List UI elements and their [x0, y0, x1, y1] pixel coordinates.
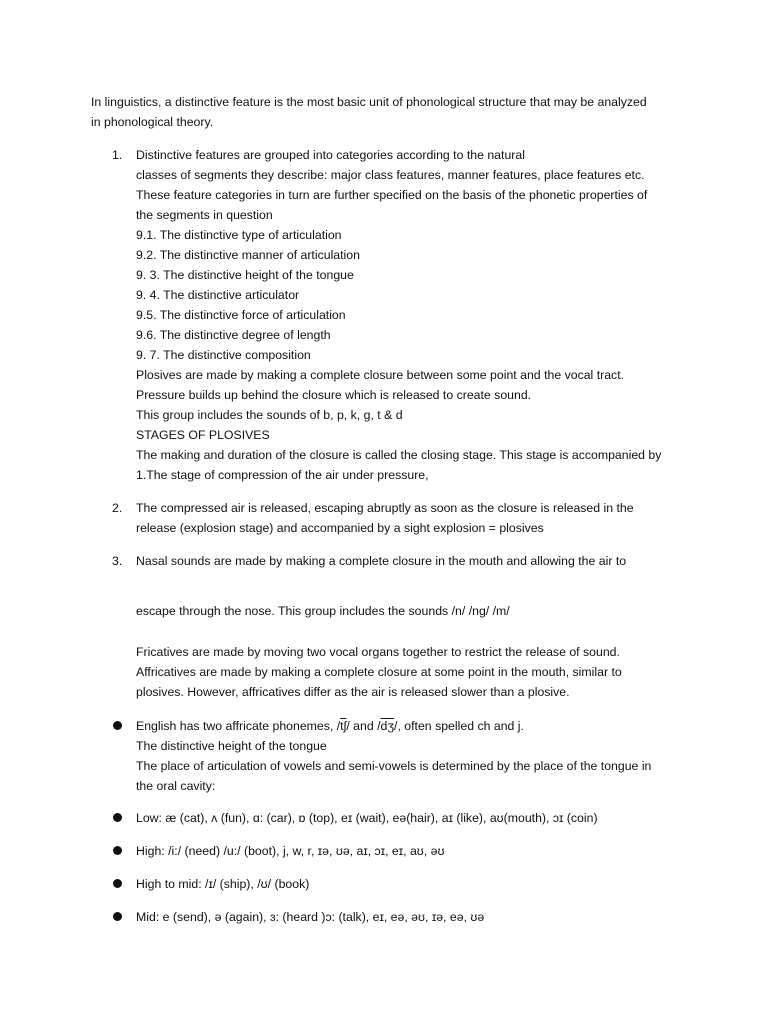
list-item-text: escape through the nose. This group includes the sounds /n/ /ng/ /m/ [136, 604, 510, 618]
vowel-list-item: Mid: e (send), ə (again), ɜ: (heard )ɔ: (talk), eɪ, eə, əʊ, ɪə, eə, ʊə [136, 910, 485, 924]
bullet-icon [113, 912, 122, 921]
list-item-text: Pressure builds up behind the closure which is released to create sound. [136, 388, 532, 402]
list-item-text: This group includes the sounds of b, p, k, g, t & d [136, 408, 403, 422]
affricatives-line: Affricatives are made by making a complete closure at some point in the mouth, similar to [136, 665, 622, 679]
sub-item: 9.2. The distinctive manner of articulation [136, 248, 360, 262]
affricate-symbol-j: $\overline{dʒ}$ [380, 719, 395, 733]
list-item-text: release (explosion stage) and accompanied by a sight explosion = plosives [136, 521, 544, 535]
list-number: 2. [112, 501, 123, 515]
sub-item: 9. 4. The distinctive articulator [136, 288, 300, 302]
list-item-text: The making and duration of the closure is called the closing stage. This stage is accompanied by [136, 448, 662, 462]
sub-item: 9. 7. The distinctive composition [136, 348, 311, 362]
list-number: 1. [112, 148, 123, 162]
bullet-icon [113, 846, 122, 855]
list-item-text: These feature categories in turn are further specified on the basis of the phonetic properties of [136, 188, 648, 202]
list-number: 3. [112, 554, 123, 568]
vowel-list-item: Low: æ (cat), ʌ (fun), ɑ: (car), ɒ (top), eɪ (wait), eə(hair), aɪ (like), aʊ(mouth), ɔɪ (coin) [136, 811, 598, 825]
vowel-list-item: High: /i:/ (need) /u:/ (boot), j, w, r, ɪə, ʊə, aɪ, ɔɪ, eɪ, aʊ, əʊ [136, 844, 445, 858]
fricatives-line [136, 642, 620, 662]
affricatives-line: plosives. However, affricatives differ as the air is released slower than a plosive. [136, 685, 570, 699]
bullet-icon [113, 721, 122, 730]
intro-line: in phonological theory. [91, 115, 214, 129]
section-heading: STAGES OF PLOSIVES [136, 428, 270, 442]
sub-item: 9. 3. The distinctive height of the tongue [136, 268, 354, 282]
fricatives-term: Fricatives [136, 645, 189, 659]
list-item-text: The compressed air is released, escaping abruptly as soon as the closure is released in the [136, 501, 634, 515]
sub-item: 9.1. The distinctive type of articulation [136, 228, 342, 242]
intro-line: In linguistics, a distinctive feature is the most basic unit of phonological structure that may be analyzed [91, 95, 647, 109]
bullet-icon [113, 813, 122, 822]
list-item-text: Distinctive features are grouped into categories according to the natural [136, 148, 525, 162]
vowel-list-item: High to mid: /ɪ/ (ship), /ʊ/ (book) [136, 877, 310, 891]
tongue-text: The place of articulation of vowels and semi-vowels is determined by the place of the tongue in [136, 759, 652, 773]
bullet-icon [113, 879, 122, 888]
list-item-text: 1.The stage of compression of the air under pressure, [136, 468, 429, 482]
fricatives-definition: are made by moving two vocal organs together to restrict the release of sound. [188, 645, 620, 659]
sub-item: 9.5. The distinctive force of articulation [136, 308, 346, 322]
affricate-symbol-ch: $\overline{tʃ}$ [340, 719, 347, 733]
list-item-text: Plosives are made by making a complete closure between some point and the vocal tract. [136, 368, 625, 382]
affricate-suffix: /, often spelled ch and j. [394, 719, 524, 733]
tongue-text: the oral cavity: [136, 779, 216, 793]
list-item-text: Nasal sounds are made by making a complete closure in the mouth and allowing the air to [136, 554, 627, 568]
affricate-line [136, 716, 524, 736]
tongue-heading: The distinctive height of the tongue [136, 739, 327, 753]
affricate-mid: / and / [346, 719, 381, 733]
list-item-text: classes of segments they describe: major class features, manner features, place features etc. [136, 168, 645, 182]
affricate-prefix: English has two affricate phonemes, / [136, 719, 341, 733]
sub-item: 9.6. The distinctive degree of length [136, 328, 331, 342]
list-item-text: the segments in question [136, 208, 273, 222]
